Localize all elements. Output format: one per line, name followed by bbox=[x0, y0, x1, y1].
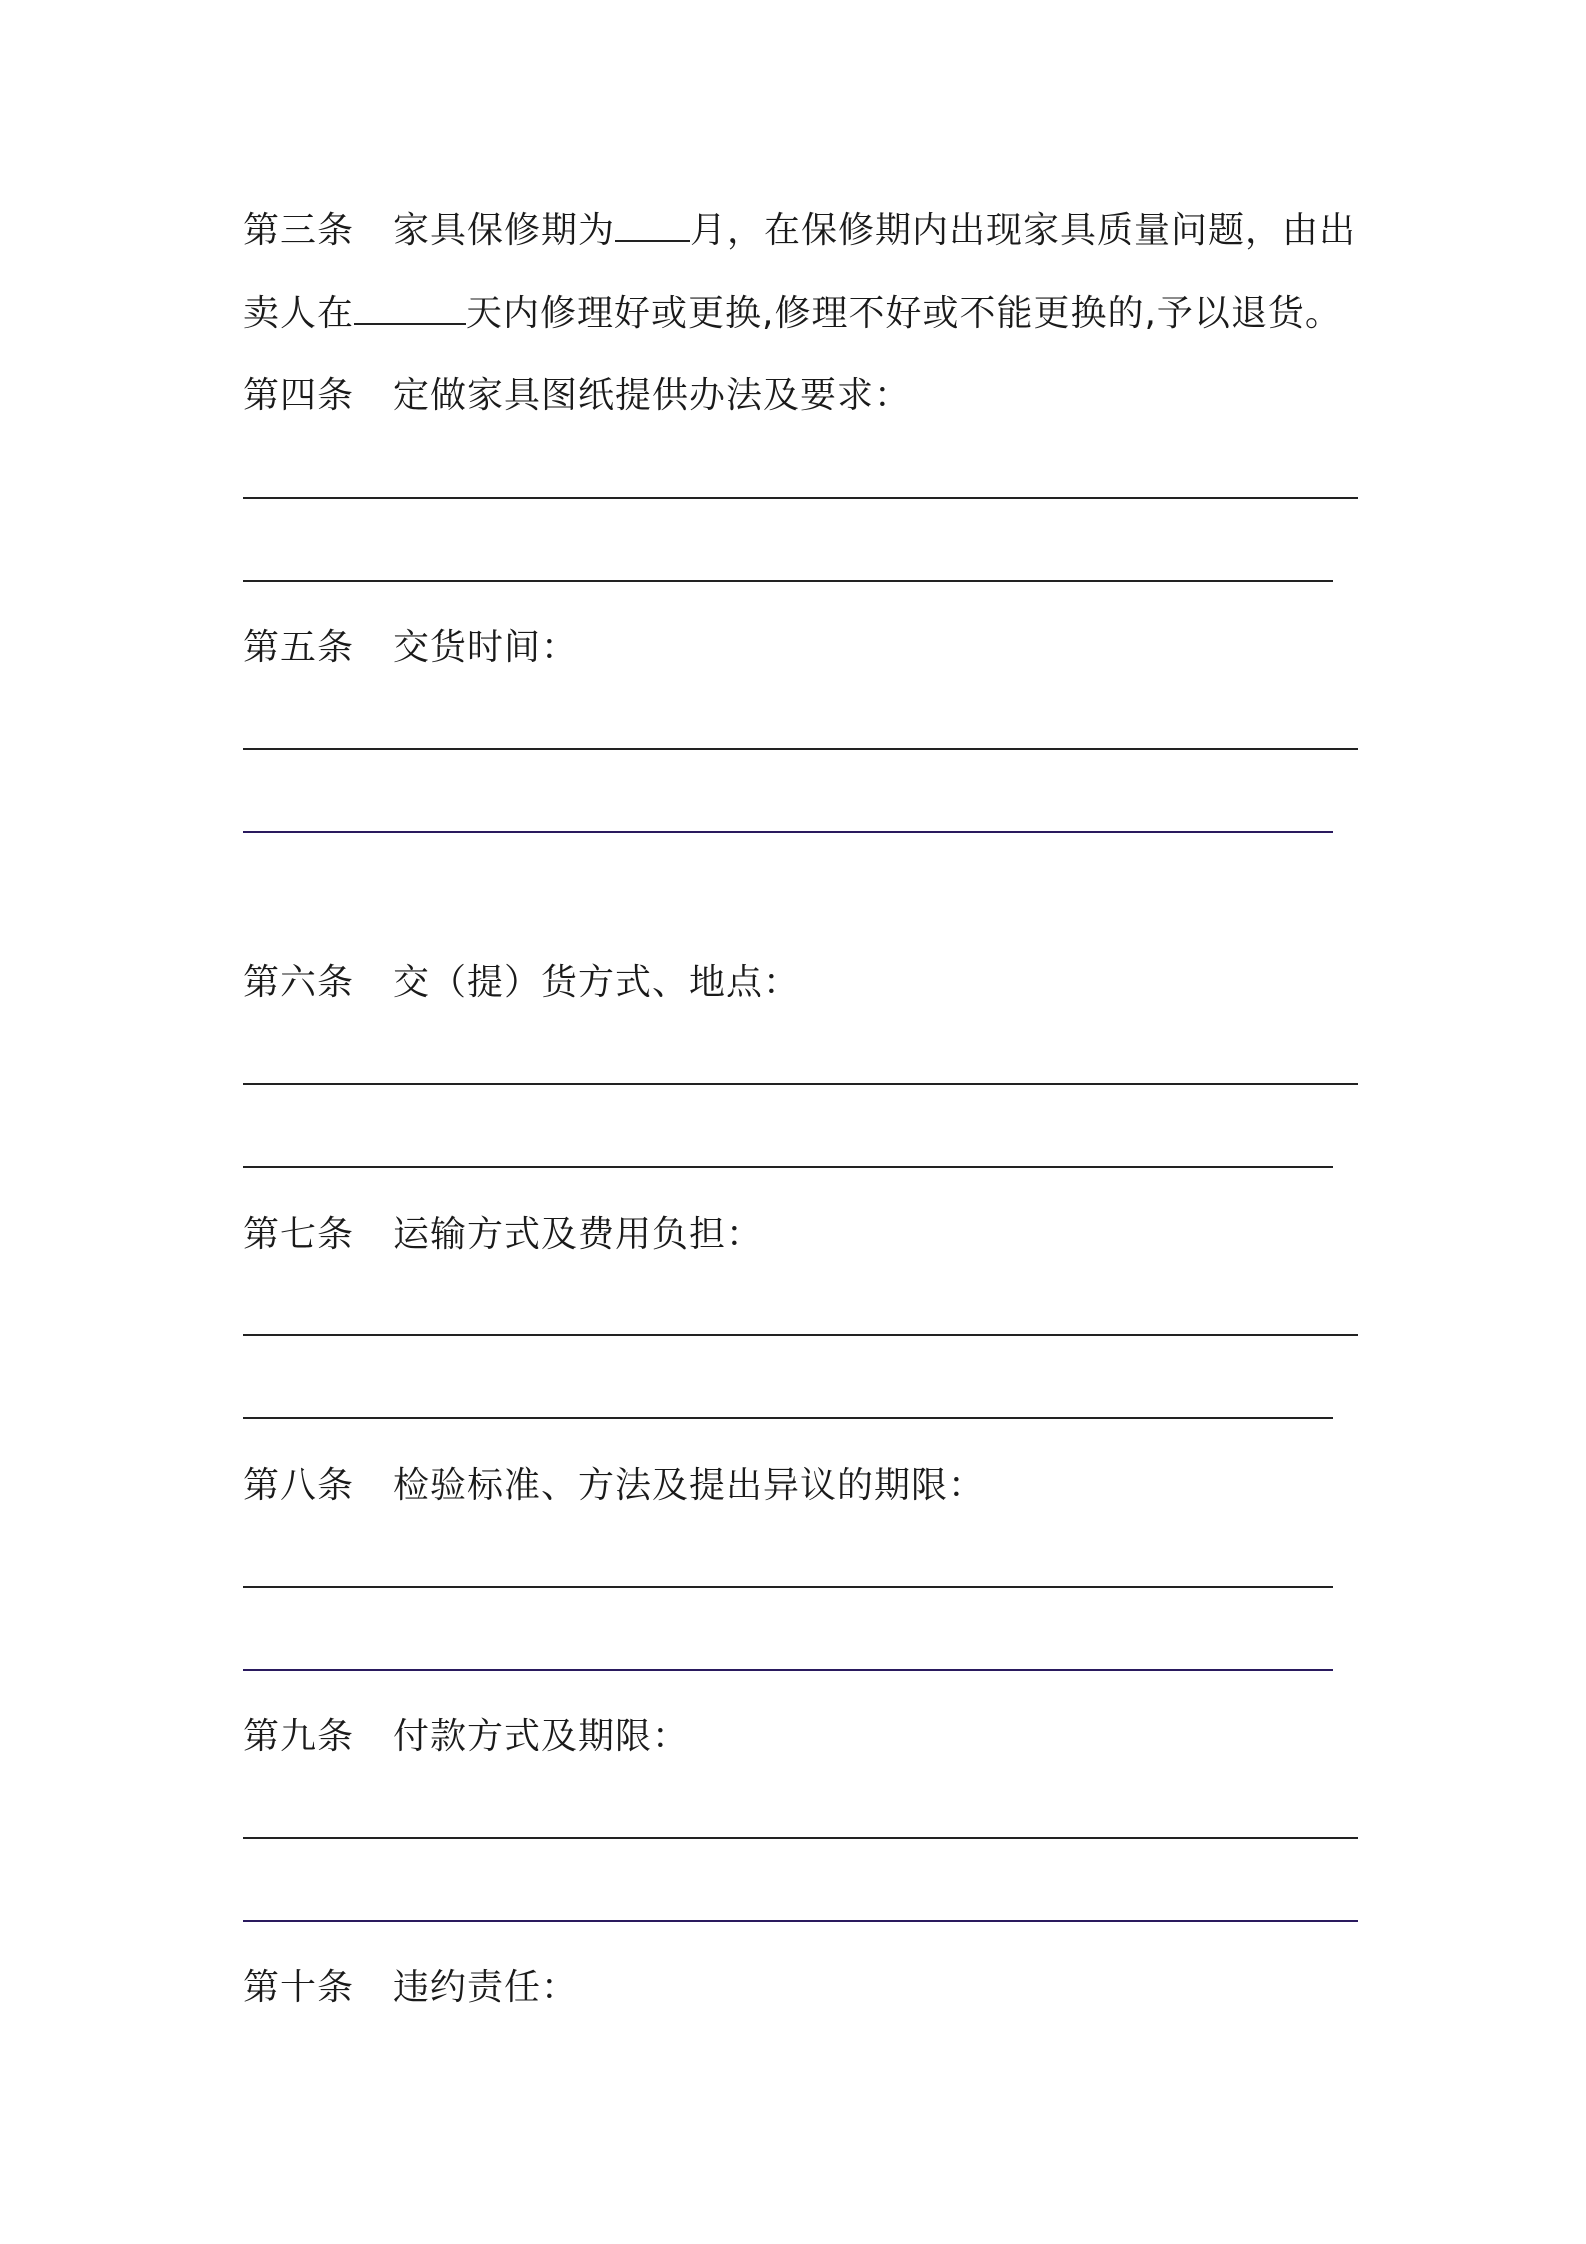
article-7-number: 第七条 bbox=[243, 1214, 355, 1255]
article-7-heading bbox=[243, 1211, 763, 1259]
article-5-number: 第五条 bbox=[243, 627, 355, 668]
article-5-title: 交货时间： bbox=[393, 627, 579, 668]
article-4-heading bbox=[243, 372, 911, 420]
article-6-title: 交（提）货方式、地点： bbox=[393, 962, 801, 1003]
article-10-title: 违约责任： bbox=[393, 1967, 579, 2008]
article-6-number: 第六条 bbox=[243, 962, 355, 1003]
warranty-months-blank[interactable] bbox=[615, 206, 690, 242]
article-3-text-2: 月，在保修期内出现家具质量问题，由出 bbox=[690, 210, 1357, 251]
article-7-title: 运输方式及费用负担： bbox=[393, 1214, 764, 1255]
article-5-fill-line-1[interactable] bbox=[243, 748, 1358, 750]
article-3-number: 第三条 bbox=[243, 210, 355, 251]
article-3-line-2-text-2: 天内修理好或更换,修理不好或不能更换的,予以退货。 bbox=[466, 293, 1342, 334]
article-9-heading bbox=[243, 1713, 689, 1761]
article-8-number: 第八条 bbox=[243, 1465, 355, 1506]
article-6-fill-line-2[interactable] bbox=[243, 1166, 1333, 1168]
article-10-number: 第十条 bbox=[243, 1967, 355, 2008]
article-8-fill-line-2[interactable] bbox=[243, 1669, 1333, 1671]
article-6-fill-line-1[interactable] bbox=[243, 1083, 1358, 1085]
article-6-heading bbox=[243, 959, 800, 1007]
article-3-line-1 bbox=[243, 206, 1356, 255]
article-4-fill-line-2[interactable] bbox=[243, 580, 1333, 582]
article-3-text-1: 家具保修期为 bbox=[393, 210, 616, 251]
article-8-heading bbox=[243, 1462, 985, 1510]
article-7-fill-line-1[interactable] bbox=[243, 1334, 1358, 1336]
article-4-title: 定做家具图纸提供办法及要求： bbox=[393, 375, 912, 416]
article-8-title: 检验标准、方法及提出异议的期限： bbox=[393, 1465, 986, 1506]
article-5-heading bbox=[243, 624, 578, 672]
article-9-fill-line-1[interactable] bbox=[243, 1837, 1358, 1839]
article-5-fill-line-2[interactable] bbox=[243, 831, 1333, 833]
repair-days-blank[interactable] bbox=[354, 289, 466, 325]
article-9-fill-line-2[interactable] bbox=[243, 1920, 1358, 1922]
article-8-fill-line-1[interactable] bbox=[243, 1586, 1333, 1588]
article-4-fill-line-1[interactable] bbox=[243, 497, 1358, 499]
article-3-line-2 bbox=[243, 289, 1342, 338]
article-7-fill-line-2[interactable] bbox=[243, 1417, 1333, 1419]
article-4-number: 第四条 bbox=[243, 375, 355, 416]
article-9-number: 第九条 bbox=[243, 1716, 355, 1757]
article-9-title: 付款方式及期限： bbox=[393, 1716, 690, 1757]
article-10-heading bbox=[243, 1964, 578, 2012]
article-3-line-2-text-1: 卖人在 bbox=[243, 293, 355, 334]
